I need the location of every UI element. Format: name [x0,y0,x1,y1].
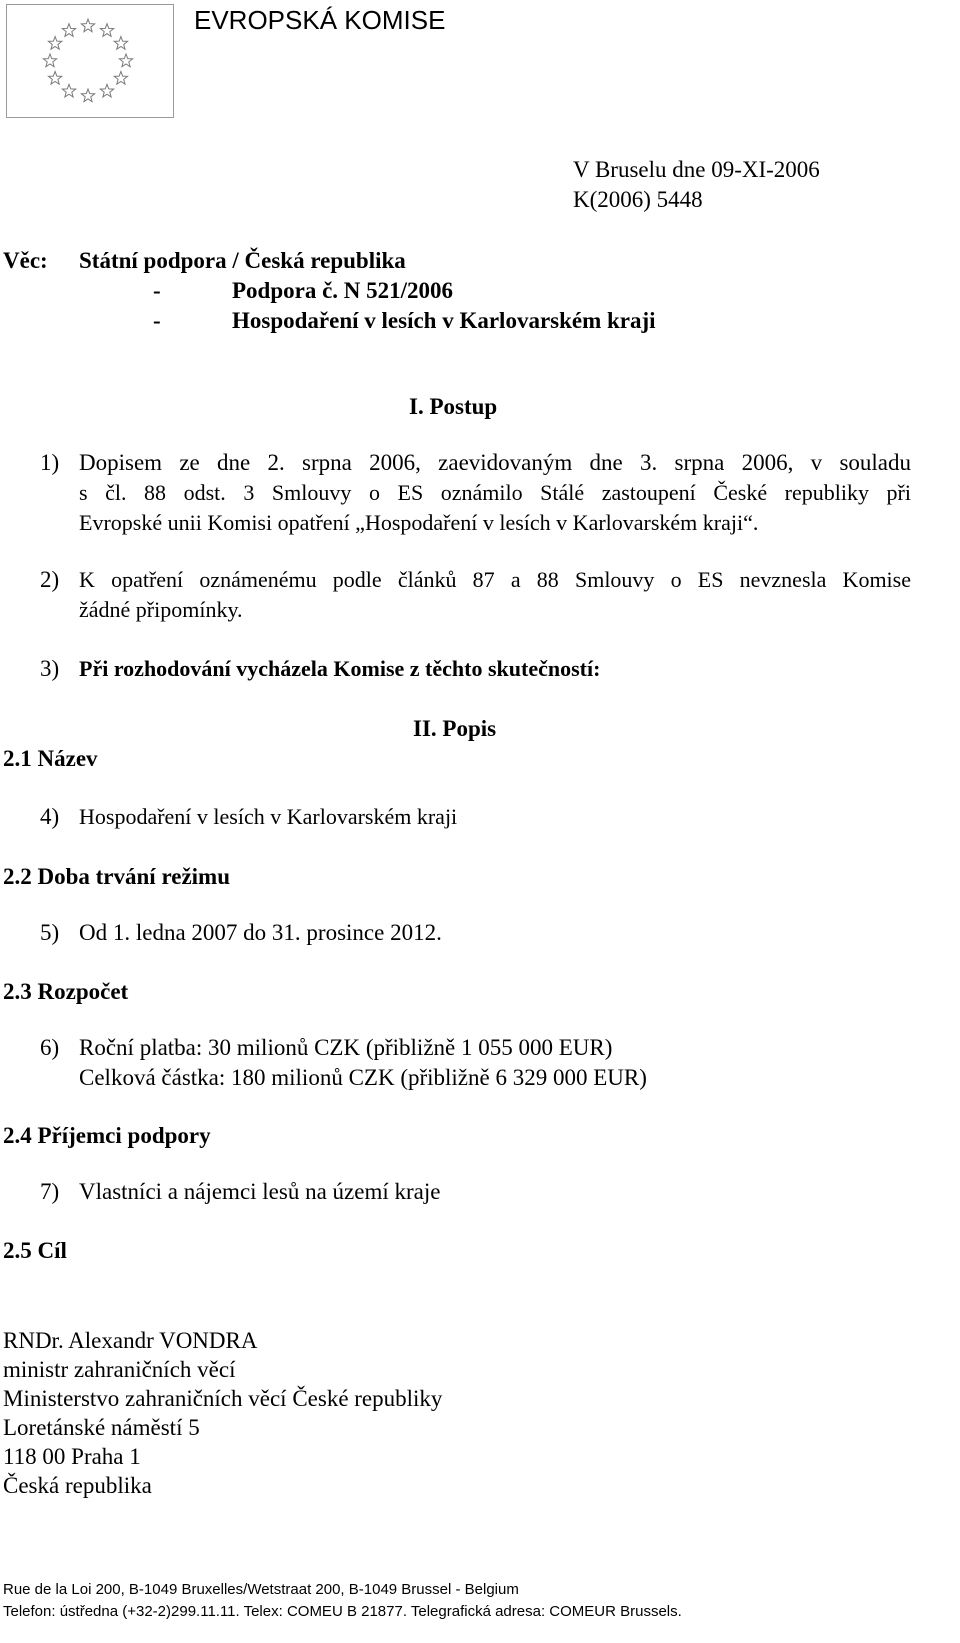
organization-name: EVROPSKÁ KOMISE [194,5,446,35]
subject-line-2: Podpora č. N 521/2006 [232,278,454,303]
reference-number: K(2006) 5448 [573,187,703,212]
section-2-heading: II. Popis [413,716,497,741]
paragraph-6-line-2: Celková částka: 180 milionů CZK (přibližně 6 329 000 EUR) [79,1065,647,1090]
paragraph-2-number: 2) [40,567,60,592]
paragraph-6-number: 6) [40,1035,60,1060]
eu-stars-flag-icon [6,4,174,118]
star-icon [119,54,132,67]
paragraph-6-line-1: Roční platba: 30 milionů CZK (přibližně 1 055 000 EUR) [79,1035,613,1060]
star-icon [48,71,61,84]
star-icon [114,37,127,50]
paragraph-1-line-1: Dopisem ze dne 2. srpna 2006, zaevidovaným dne 3. srpna 2006, v souladu [79,450,911,475]
paragraph-3-number: 3) [40,656,60,681]
subsection-2-3-title: 2.3 Rozpočet [3,979,129,1004]
addressee-street: Loretánské náměstí 5 [3,1415,200,1440]
subject-line-1: Státní podpora / Česká republika [79,248,406,273]
star-icon [62,24,75,37]
subsection-2-1-title: 2.1 Název [3,746,98,771]
star-icon [81,89,94,102]
addressee-city: 118 00 Praha 1 [3,1444,141,1469]
paragraph-1-number: 1) [40,450,60,475]
star-icon [114,71,127,84]
place-date: V Bruselu dne 09-XI-2006 [573,157,820,182]
star-icon [48,37,61,50]
paragraph-4-text: Hospodaření v lesích v Karlovarském kraji [79,804,458,829]
footer-address: Rue de la Loi 200, B-1049 Bruxelles/Wetstraat 200, B-1049 Brussel - Belgium [3,1581,519,1598]
star-icon [100,24,113,37]
paragraph-3-text: Při rozhodování vycházela Komise z těchto skutečností: [79,656,601,681]
subject-dash-3: - [153,308,161,333]
star-icon [100,84,113,97]
paragraph-7-number: 7) [40,1179,60,1204]
addressee-country: Česká republika [3,1473,152,1498]
subsection-2-2-title: 2.2 Doba trvání režimu [3,864,231,889]
paragraph-5-number: 5) [40,920,60,945]
paragraph-5-text: Od 1. ledna 2007 do 31. prosince 2012. [79,920,442,945]
subsection-2-5-title: 2.5 Cíl [3,1238,67,1263]
addressee-ministry: Ministerstvo zahraničních věcí České republiky [3,1386,443,1411]
footer-contact: Telefon: ústředna (+32-2)299.11.11. Telex: COMEU B 21877. Telegrafická adresa: COMEUR Brussels. [3,1603,682,1620]
paragraph-1-line-2: s čl. 88 odst. 3 Smlouvy o ES oznámilo Stálé zastoupení České republiky při [79,480,911,505]
subsection-2-4-title: 2.4 Příjemci podpory [3,1123,211,1148]
addressee-title: ministr zahraničních věcí [3,1357,236,1382]
section-1-heading: I. Postup [409,394,498,419]
paragraph-1-line-3: Evropské unii Komisi opatření „Hospodaření v lesích v Karlovarském kraji“. [79,510,759,535]
star-icon [62,84,75,97]
paragraph-7-text: Vlastníci a nájemci lesů na území kraje [79,1179,441,1204]
paragraph-2-line-1: K opatření oznámenému podle článků 87 a 88 Smlouvy o ES nevznesla Komise [79,567,911,592]
paragraph-4-number: 4) [40,804,60,829]
star-icon [43,54,56,67]
subject-label: Věc: [3,248,48,273]
subject-dash-2: - [153,278,161,303]
paragraph-2-line-2: žádné připomínky. [79,597,243,622]
subject-line-3: Hospodaření v lesích v Karlovarském kraji [232,308,656,333]
addressee-name: RNDr. Alexandr VONDRA [3,1328,258,1353]
star-icon [81,19,94,32]
